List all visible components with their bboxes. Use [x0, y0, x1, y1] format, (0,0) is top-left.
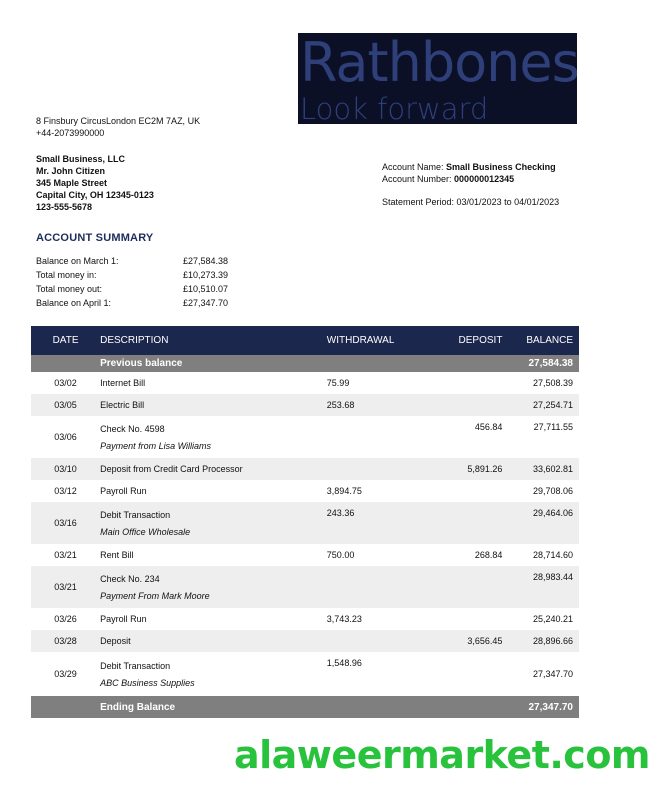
table-row	[31, 608, 579, 630]
header-withdrawal: WITHDRAWAL	[327, 326, 436, 355]
table-row	[31, 630, 579, 652]
row-deposit: 3,656.45	[436, 630, 503, 652]
row-balance: 28,896.66	[502, 630, 579, 652]
customer-company: Small Business, LLC	[36, 154, 126, 164]
account-name-line	[382, 161, 556, 173]
logo-tagline: Look forward	[300, 92, 489, 126]
customer-city: Capital City, OH 12345-0123	[36, 190, 154, 200]
summary-label: Balance on April 1:	[36, 298, 112, 308]
row-balance: 27,711.55	[533, 422, 573, 432]
bank-address-line: 8 Finsbury CircusLondon EC2M 7AZ, UK	[36, 116, 201, 126]
summary-label: Total money out:	[36, 284, 103, 294]
row-description	[100, 566, 327, 608]
summary-value: £27,584.38	[183, 256, 229, 266]
row-description-main: Debit Transaction	[100, 509, 171, 520]
table-row	[31, 566, 579, 608]
account-number-value: 000000012345	[454, 174, 515, 184]
row-description: Payroll Run	[100, 614, 147, 624]
summary-label: Balance on March 1:	[36, 256, 119, 266]
summary-row	[36, 296, 228, 310]
table-row	[31, 544, 579, 566]
row-description-sub: ABC Business Supplies	[100, 677, 195, 688]
row-deposit: 456.84	[474, 422, 503, 432]
table-row	[31, 652, 579, 696]
row-date: 03/21	[54, 550, 77, 560]
customer-phone: 123-555-5678	[36, 202, 93, 212]
row-description-main: Debit Transaction	[100, 660, 171, 671]
row-description-main: Check No. 234	[100, 573, 160, 584]
row-date: 03/06	[54, 432, 77, 442]
summary-value: £10,273.39	[183, 270, 229, 280]
row-date: 03/12	[54, 486, 77, 496]
row-withdrawal	[327, 458, 436, 480]
account-info	[382, 161, 556, 185]
summary-value: £27,347.70	[183, 298, 229, 308]
row-description-sub: Main Office Wholesale	[100, 526, 191, 537]
row-description-sub: Payment From Mark Moore	[100, 590, 210, 601]
account-summary	[36, 254, 228, 310]
row-balance: 33,602.81	[502, 458, 579, 480]
row-description: Deposit	[100, 630, 327, 652]
row-balance: 27,347.70	[532, 669, 573, 679]
row-description	[100, 502, 327, 544]
row-balance: 29,708.06	[532, 486, 573, 496]
row-deposit	[436, 502, 503, 544]
bank-address	[36, 115, 200, 139]
row-withdrawal: 1,548.96	[326, 658, 362, 668]
row-date: 03/28	[31, 630, 100, 652]
statement-period: Statement Period: 03/01/2023 to 04/01/2023	[382, 197, 560, 207]
row-withdrawal	[327, 566, 436, 608]
row-withdrawal	[327, 416, 436, 458]
header-deposit: DEPOSIT	[436, 326, 503, 355]
row-date: 03/29	[54, 669, 77, 679]
customer-name: Mr. John Citizen	[36, 166, 106, 176]
row-deposit	[436, 566, 503, 608]
row-deposit: 268.84	[474, 550, 503, 560]
header-description: DESCRIPTION	[100, 326, 327, 355]
row-description: Internet Bill	[100, 378, 146, 388]
header-balance: BALANCE	[502, 326, 579, 355]
row-description	[100, 652, 327, 696]
row-deposit	[436, 394, 503, 416]
row-date: 03/05	[31, 394, 100, 416]
table-row	[31, 480, 579, 502]
row-description-main: Check No. 4598	[100, 423, 165, 434]
row-balance: 28,714.60	[532, 550, 573, 560]
summary-row	[36, 268, 228, 282]
customer-street: 345 Maple Street	[36, 178, 108, 188]
previous-balance-row	[31, 355, 579, 372]
row-deposit: 5,891.26	[436, 458, 503, 480]
ending-balance-value: 27,347.70	[502, 696, 579, 718]
row-balance: 27,508.39	[532, 378, 573, 388]
row-withdrawal: 750.00	[326, 550, 355, 560]
row-date: 03/02	[54, 378, 77, 388]
account-name-value: Small Business Checking	[446, 162, 556, 172]
table-row	[31, 416, 579, 458]
summary-row	[36, 282, 228, 296]
watermark: alaweermarket.com	[234, 733, 650, 777]
row-withdrawal	[327, 630, 436, 652]
account-name-label: Account Name:	[382, 162, 444, 172]
row-balance: 27,254.71	[502, 394, 579, 416]
row-description	[100, 416, 327, 458]
row-deposit	[436, 608, 503, 630]
row-balance: 25,240.21	[532, 614, 573, 624]
row-description: Rent Bill	[100, 550, 134, 560]
row-date: 03/26	[54, 614, 77, 624]
row-deposit	[436, 652, 503, 696]
row-date: 03/16	[31, 502, 100, 544]
row-withdrawal: 75.99	[326, 378, 350, 388]
row-balance: 29,464.06	[502, 502, 579, 544]
account-number-label: Account Number:	[382, 174, 452, 184]
row-withdrawal: 3,894.75	[326, 486, 362, 496]
table-row	[31, 372, 579, 394]
row-description: Payroll Run	[100, 486, 147, 496]
logo-name: Rathbones	[300, 31, 579, 94]
row-description-sub: Payment from Lisa Williams	[100, 440, 212, 451]
ending-balance-label: Ending Balance	[100, 696, 327, 718]
table-row	[31, 394, 579, 416]
row-deposit	[436, 372, 503, 394]
previous-balance-value: 27,584.38	[502, 355, 579, 372]
row-withdrawal: 3,743.23	[326, 614, 362, 624]
row-date: 03/21	[31, 566, 100, 608]
summary-label: Total money in:	[36, 270, 97, 280]
summary-row	[36, 254, 228, 268]
ending-balance-row	[31, 696, 579, 718]
row-date: 03/10	[31, 458, 100, 480]
row-deposit	[436, 480, 503, 502]
table-header-row	[31, 326, 579, 355]
transactions-table	[31, 326, 579, 718]
bank-logo	[298, 33, 577, 124]
row-description: Electric Bill	[100, 394, 327, 416]
row-balance: 28,983.44	[502, 566, 579, 608]
table-row	[31, 458, 579, 480]
summary-title: ACCOUNT SUMMARY	[36, 232, 154, 244]
account-number-line	[382, 173, 556, 185]
customer-address	[36, 153, 154, 213]
previous-balance-label: Previous balance	[100, 355, 327, 372]
row-description: Deposit from Credit Card Processor	[100, 458, 327, 480]
table-row	[31, 502, 579, 544]
bank-phone: +44-2073990000	[36, 128, 105, 138]
summary-value: £10,510.07	[183, 284, 229, 294]
row-withdrawal: 243.36	[327, 502, 436, 544]
row-withdrawal: 253.68	[327, 394, 436, 416]
header-date: DATE	[31, 326, 100, 355]
